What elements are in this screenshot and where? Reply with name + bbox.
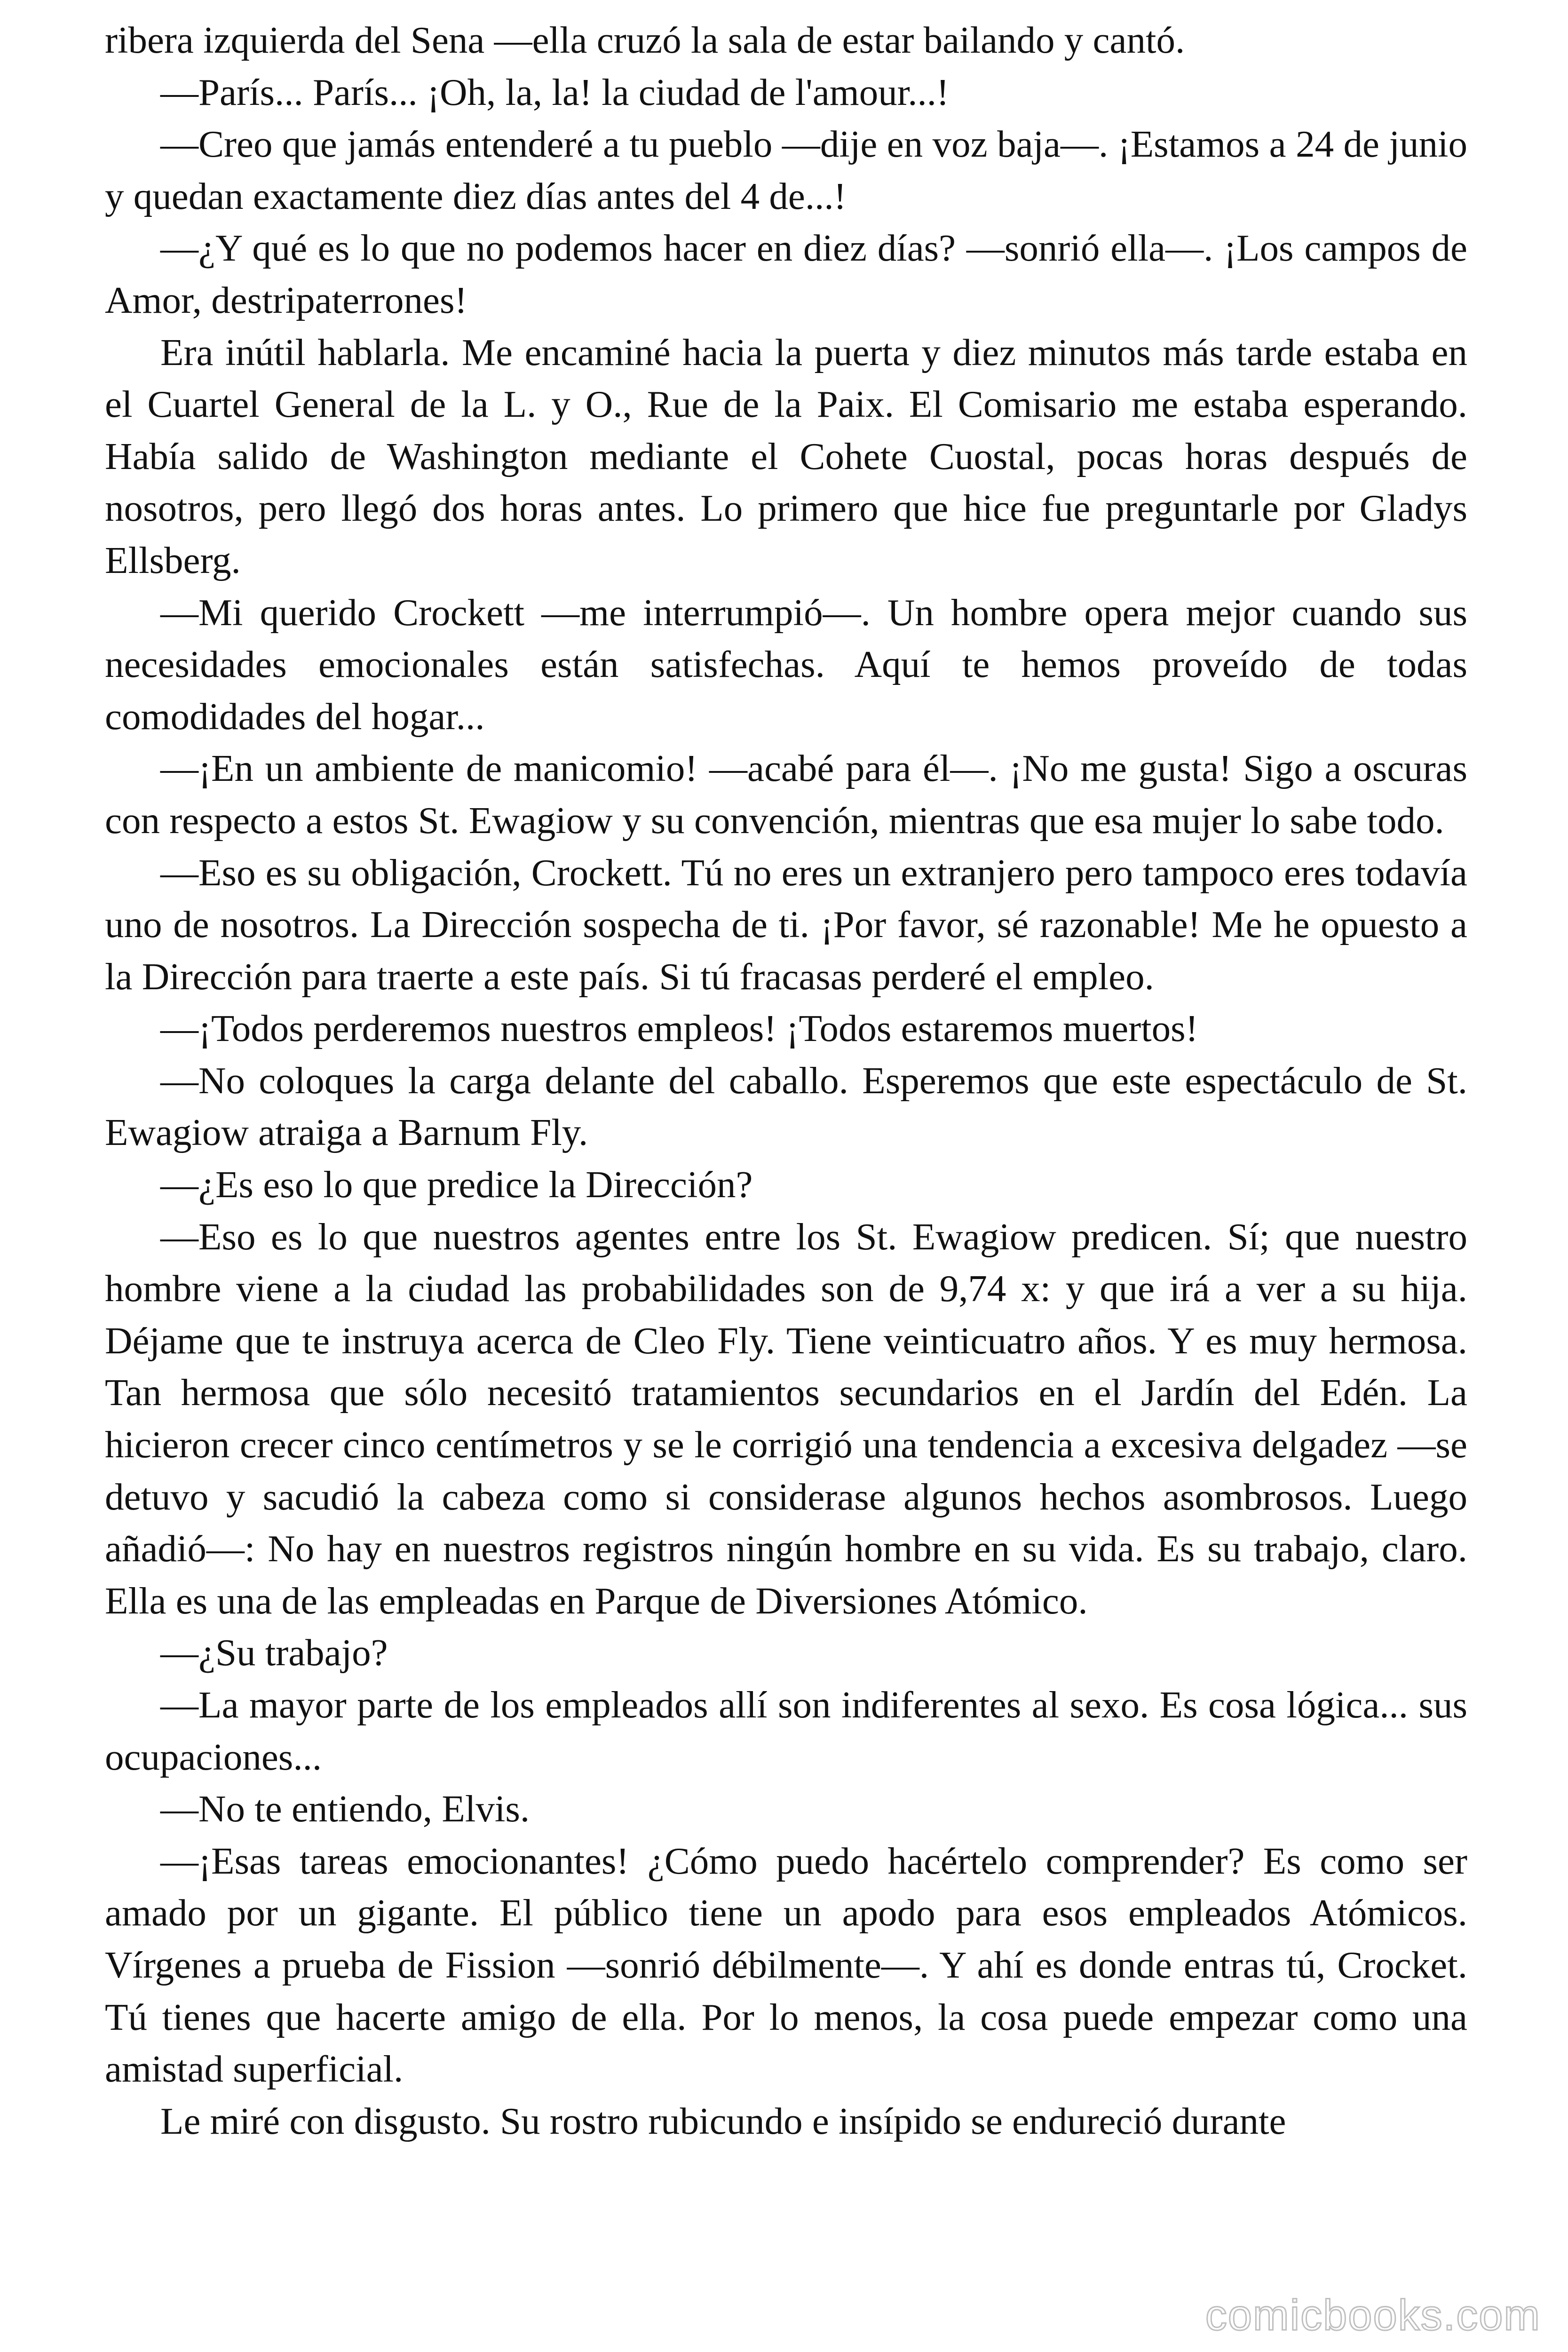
paragraph: Le miré con disgusto. Su rostro rubicundo e insípido se endureció durante [160, 2099, 1286, 2142]
paragraph-continued: ribera izquierda del Sena —ella cruzó la sala de estar bailando y cantó. [105, 19, 1185, 61]
paragraph: —Eso es lo que nuestros agentes entre los St. Ewagiow predicen. Sí; que nuestro hombre viene a la ciudad las probabilidades son de 9,74 x: y que irá a ver a su hija. Déjame que te instruya acerca de Cleo Fly. Tiene veinticuatro años. Y es muy hermosa. Tan hermosa que sólo necesitó tratamientos secundarios en el Jardín del Edén. La hicieron crecer cinco centímetros y se le corrigió una tendencia a excesiva delgadez —se detuvo y sacudió la cabeza como si considerase algunos hechos asombrosos. Luego añadió—: No hay en nuestros registros ningún hombre en su vida. Es su trabajo, claro. Ella es una de las empleadas en Parque de Diversiones Atómico. [105, 1215, 1467, 1622]
paragraph: —¿Es eso lo que predice la Dirección? [160, 1163, 753, 1206]
paragraph: —Mi querido Crockett —me interrumpió—. Un hombre opera mejor cuando sus necesidades emocionales están satisfechas. Aquí te hemos proveído de todas comodidades del hogar... [105, 591, 1467, 738]
body-text [105, 14, 1467, 2147]
paragraph: —¿Su trabajo? [160, 1631, 388, 1674]
watermark: comicbooks.com [1205, 2291, 1541, 2339]
paragraph: —¡Esas tareas emocionantes! ¿Cómo puedo hacértelo comprender? Es como ser amado por un gigante. El público tiene un apodo para esos empleados Atómicos. Vírgenes a prueba de Fission —sonrió débilmente—. Y ahí es donde entras tú, Crocket. Tú tienes que hacerte amigo de ella. Por lo menos, la cosa puede empezar como una amistad superficial. [105, 1839, 1467, 2090]
paragraph: —No te entiendo, Elvis. [160, 1788, 530, 1830]
paragraph: —La mayor parte de los empleados allí son indiferentes al sexo. Es cosa lógica... sus ocupaciones... [105, 1684, 1467, 1778]
paragraph: —París... París... ¡Oh, la, la! la ciudad de l'amour...! [160, 71, 949, 113]
paragraph: —¿Y qué es lo que no podemos hacer en diez días? —sonrió ella—. ¡Los campos de Amor, destripaterrones! [105, 227, 1467, 321]
paragraph: —¡En un ambiente de manicomio! —acabé para él—. ¡No me gusta! Sigo a oscuras con respecto a estos St. Ewagiow y su convención, mientras que esa mujer lo sabe todo. [105, 747, 1467, 842]
paragraph: Era inútil hablarla. Me encaminé hacia la puerta y diez minutos más tarde estaba en el Cuartel General de la L. y O., Rue de la Paix. El Comisario me estaba esperando. Había salido de Washington mediante el Cohete Cuostal, pocas horas después de nosotros, pero llegó dos horas antes. Lo primero que hice fue preguntarle por Gladys Ellsberg. [105, 331, 1467, 581]
paragraph: —¡Todos perderemos nuestros empleos! ¡Todos estaremos muertos! [160, 1007, 1198, 1050]
paragraph: —Creo que jamás entenderé a tu pueblo —dije en voz baja—. ¡Estamos a 24 de junio y quedan exactamente diez días antes del 4 de...! [105, 123, 1467, 217]
paragraph: —No coloques la carga delante del caballo. Esperemos que este espectáculo de St. Ewagiow atraiga a Barnum Fly. [105, 1059, 1467, 1154]
paragraph: —Eso es su obligación, Crockett. Tú no eres un extranjero pero tampoco eres todavía uno de nosotros. La Dirección sospecha de ti. ¡Por favor, sé razonable! Me he opuesto a la Dirección para traerte a este país. Si tú fracasas perderé el empleo. [105, 851, 1467, 998]
